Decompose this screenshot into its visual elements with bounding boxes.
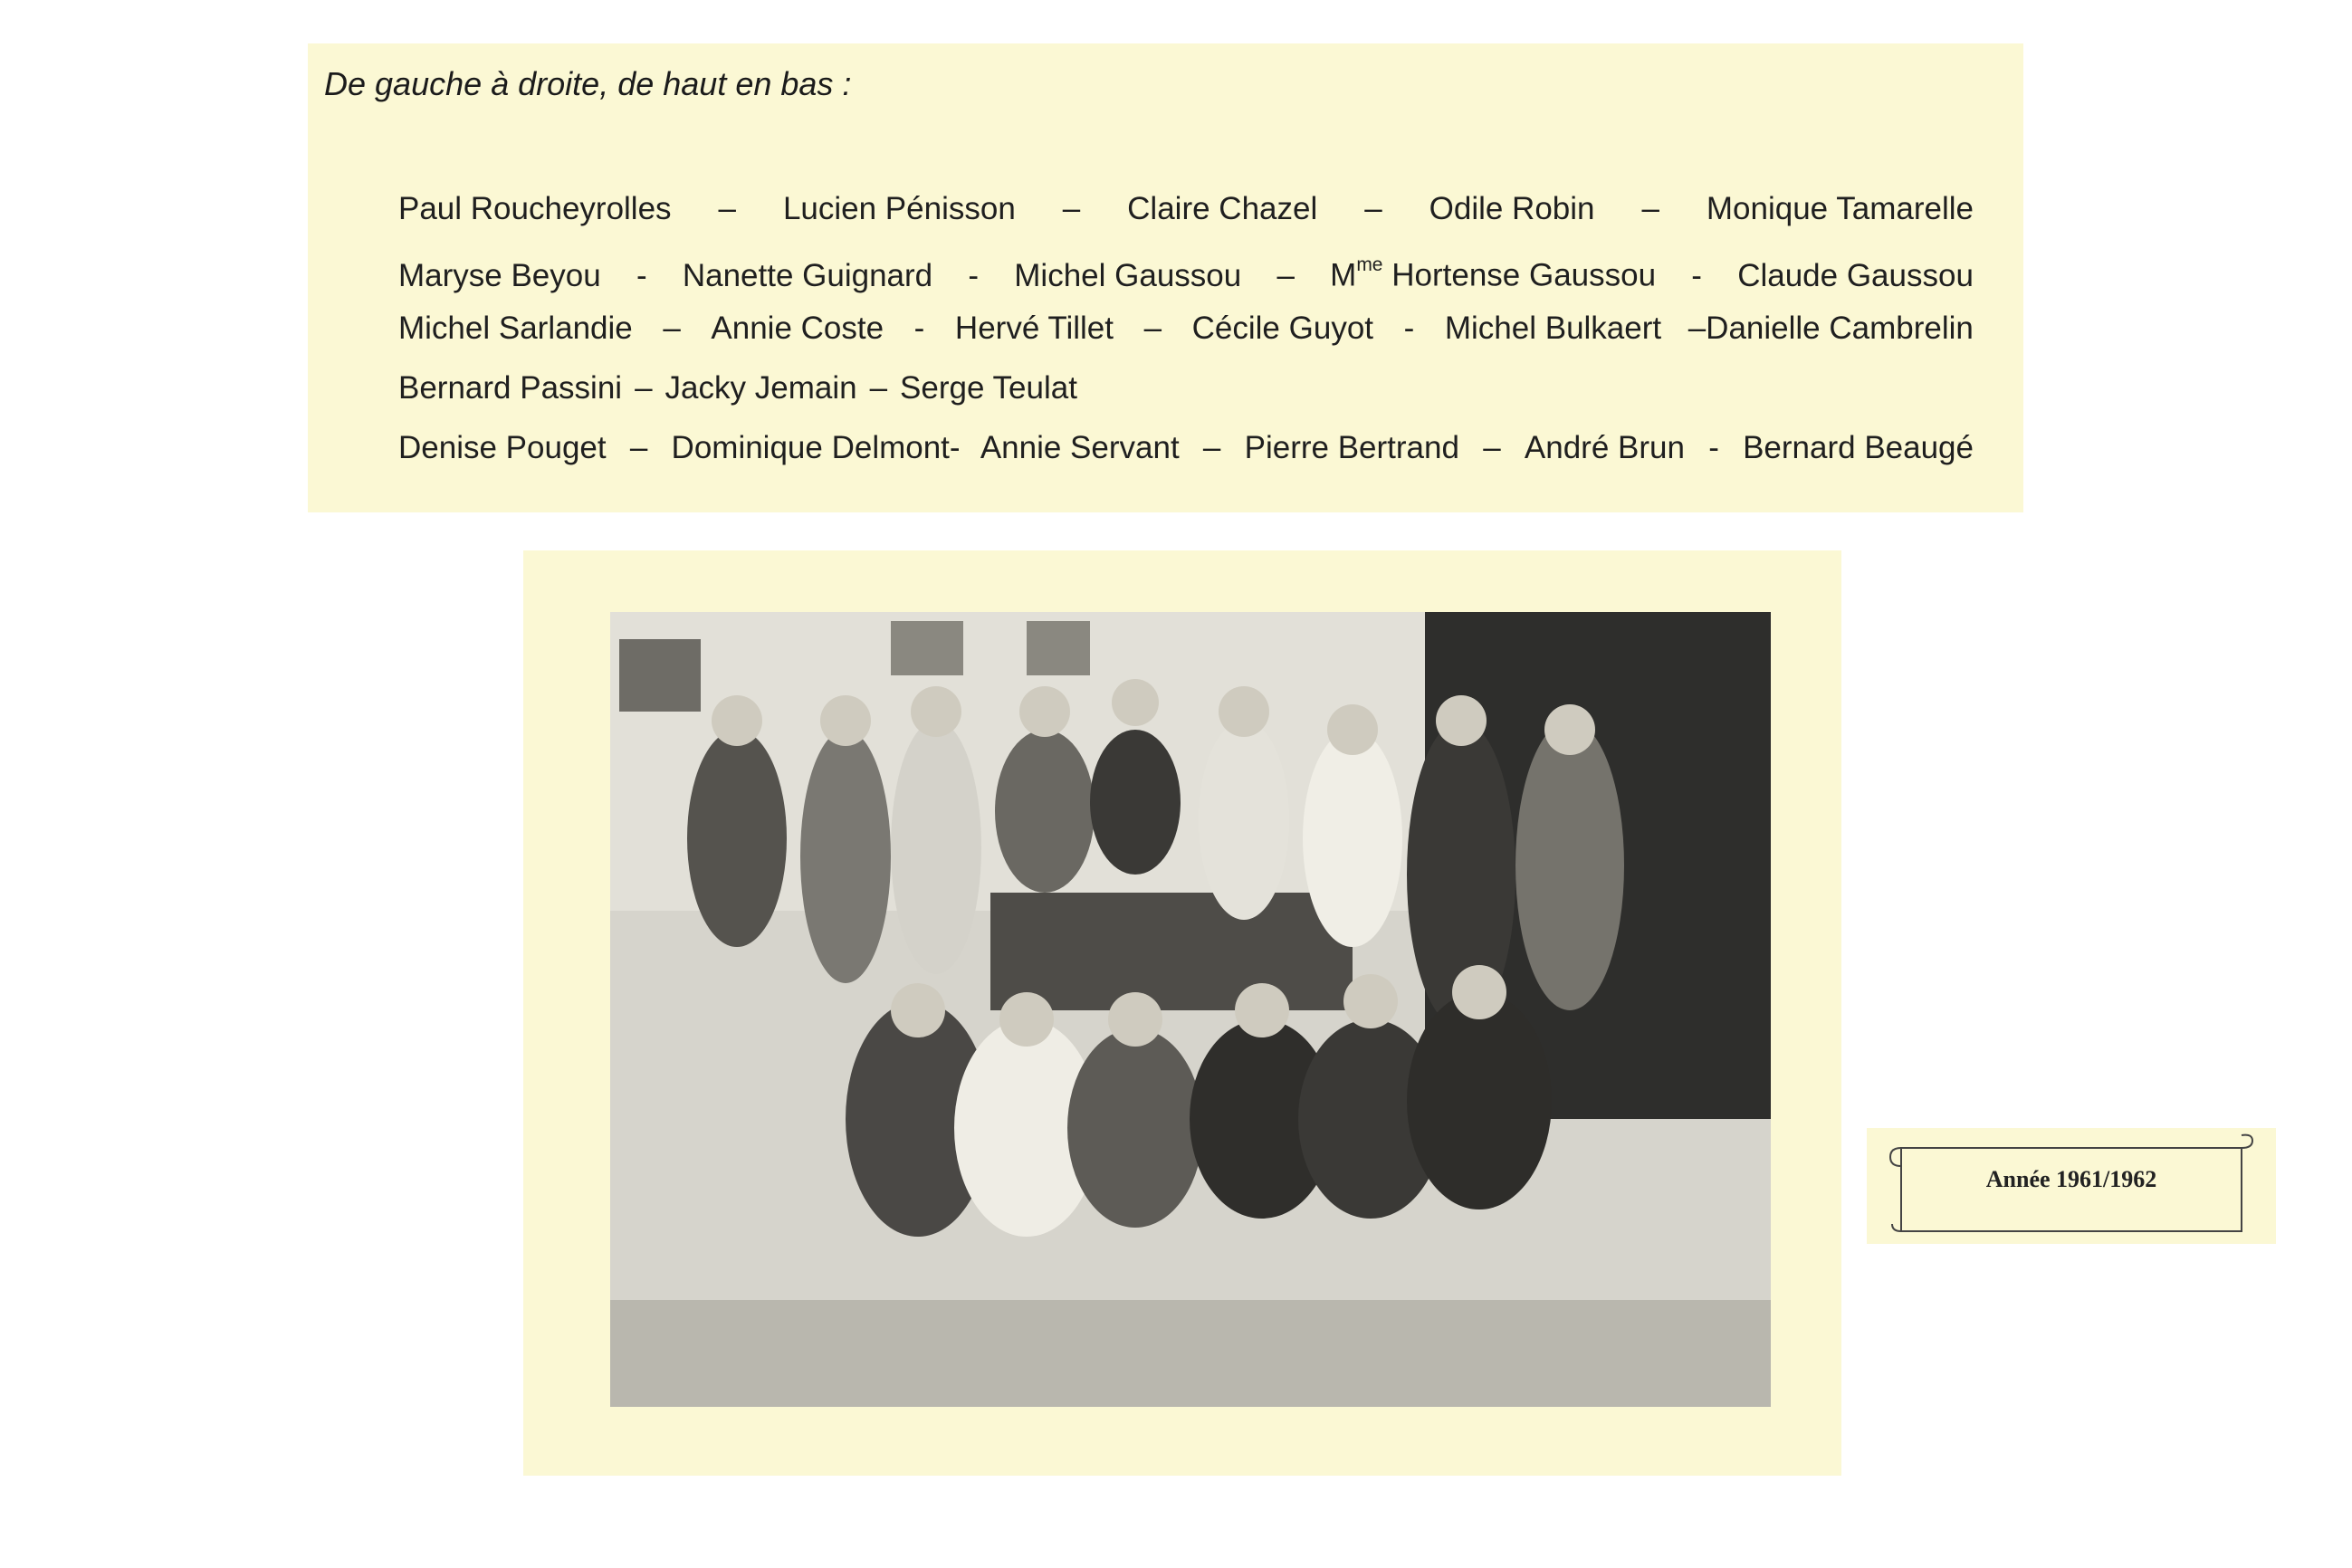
teacher-name — [1330, 239, 1656, 306]
separator: – — [718, 191, 736, 226]
separator: – — [1276, 257, 1295, 293]
separator: – — [1641, 191, 1659, 226]
name: Paul Roucheyrolles — [398, 191, 672, 226]
name: Serge Teulat — [900, 370, 1077, 406]
separator: – — [663, 311, 681, 346]
class-photo-image — [610, 612, 1771, 1407]
separator: – — [1202, 430, 1221, 465]
names-row-4 — [398, 359, 1974, 418]
title-initial: M — [1330, 257, 1357, 293]
title-superscript: me — [1356, 254, 1383, 275]
name: Michel Gaussou — [1014, 257, 1242, 293]
name: Annie Servant — [980, 430, 1180, 465]
name: Bernard Passini — [398, 370, 623, 406]
separator: – — [1062, 191, 1081, 226]
name: Lucien Pénisson — [782, 191, 1016, 226]
separator: - — [1708, 430, 1719, 465]
separator: – — [635, 370, 653, 406]
name: –Danielle Cambrelin — [1688, 311, 1974, 346]
names-row-2 — [398, 239, 1974, 299]
names-row-5 — [398, 418, 1974, 478]
name: Nanette Guignard — [682, 257, 933, 293]
separator: - — [968, 257, 980, 293]
name: Hortense Gaussou — [1391, 257, 1657, 293]
name: Maryse Beyou — [398, 257, 601, 293]
photo-frame — [523, 550, 1841, 1476]
caption-panel — [308, 43, 2023, 512]
separator: – — [1143, 311, 1162, 346]
name: Michel Sarlandie — [398, 311, 633, 346]
name: Dominique Delmont- — [671, 430, 961, 465]
names-row-1 — [398, 179, 1974, 239]
name: Denise Pouget — [398, 430, 607, 465]
name: Claire Chazel — [1127, 191, 1318, 226]
name: Annie Coste — [711, 311, 884, 346]
class-photo — [610, 612, 1771, 1407]
separator: – — [1483, 430, 1501, 465]
name: Cécile Guyot — [1191, 311, 1374, 346]
name: Jacky Jemain — [664, 370, 857, 406]
year-label: Année 1961/1962 — [1985, 1166, 2157, 1192]
separator: - — [913, 311, 925, 346]
name: Odile Robin — [1429, 191, 1595, 226]
separator: - — [1403, 311, 1415, 346]
name: Monique Tamarelle — [1706, 191, 1974, 226]
separator: - — [636, 257, 647, 293]
name: Bernard Beaugé — [1743, 430, 1974, 465]
name: Claude Gaussou — [1737, 257, 1974, 293]
names-list — [398, 179, 1974, 478]
name: Hervé Tillet — [954, 311, 1114, 346]
separator: – — [1364, 191, 1382, 226]
separator: - — [1691, 257, 1702, 293]
name: Michel Bulkaert — [1444, 311, 1662, 346]
separator: – — [629, 430, 648, 465]
caption-intro: De gauche à droite, de haut en bas : — [324, 65, 852, 102]
year-banner — [1867, 1128, 2276, 1244]
name: Pierre Bertrand — [1244, 430, 1459, 465]
names-row-3 — [398, 299, 1974, 359]
separator: – — [869, 370, 888, 406]
name: André Brun — [1524, 430, 1685, 465]
